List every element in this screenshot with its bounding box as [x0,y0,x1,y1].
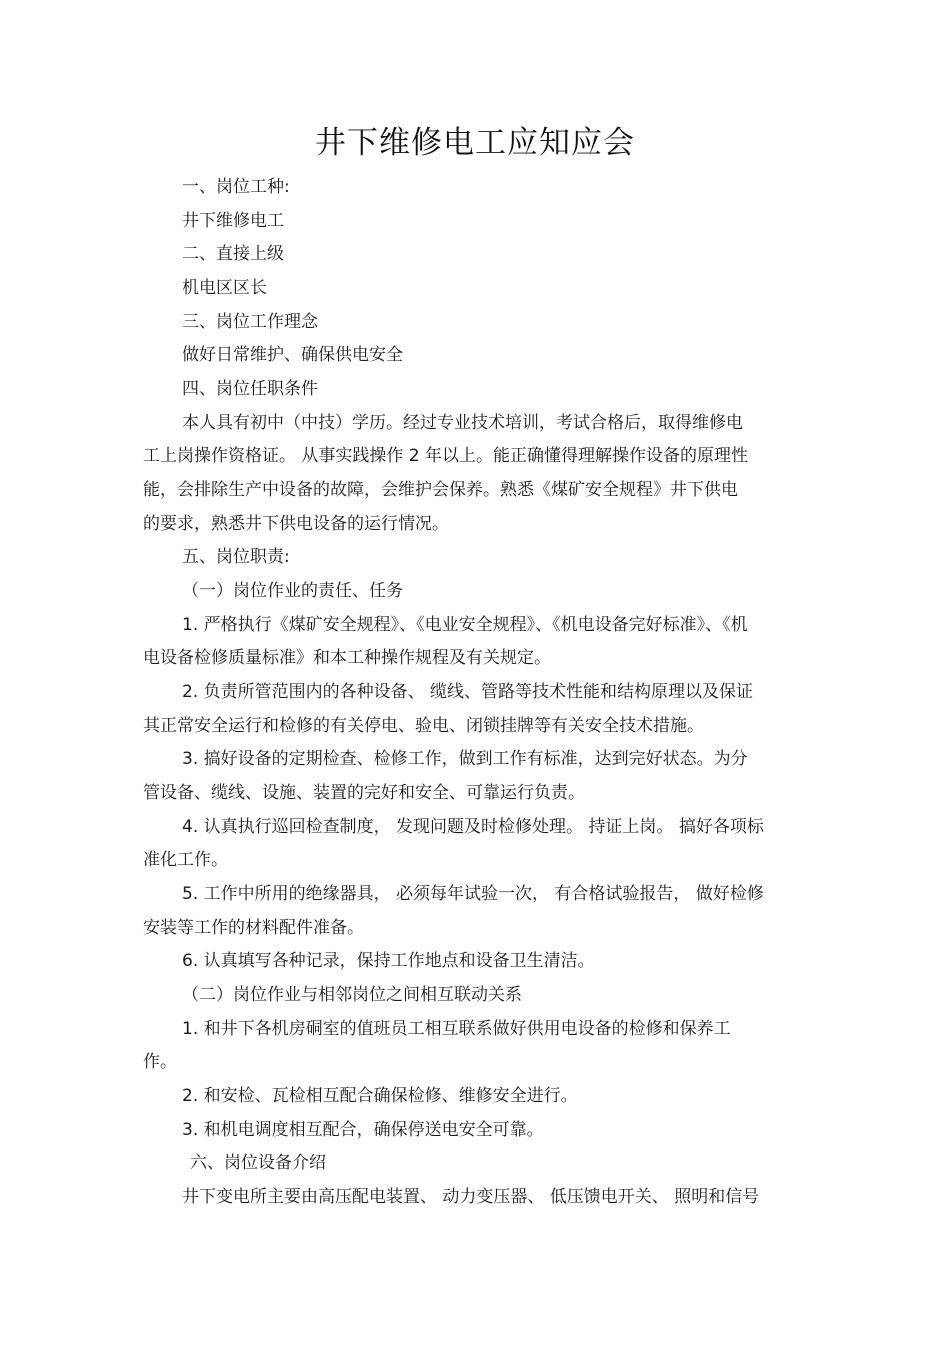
text-line: 做好日常维护、确保供电安全 [182,345,403,365]
list-item: 2. 负责所管范围内的各种设备、 缆线、管路等技术性能和结构原理以及保证 [182,682,754,702]
list-item: 6. 认真填写各种记录，保持工作地点和设备卫生清洁。 [182,951,595,971]
list-item-continuation: 管设备、缆线、设施、装置的完好和安全、可靠运行负责。 [143,783,585,803]
text-line: 机电区区长 [182,278,267,298]
list-item-continuation: 准化工作。 [143,850,228,870]
subsection-heading: （一）岗位作业的责任、任务 [182,581,403,601]
section-heading-duties: 五、岗位职责: [182,547,290,567]
paragraph-line: 能，会排除生产中设备的故障，会维护会保养。熟悉《煤矿安全规程》井下供电 [143,480,738,500]
document-title: 井下维修电工应知应会 [315,125,635,161]
list-item: 3. 搞好设备的定期检查、检修工作，做到工作有标准，达到完好状态。为分 [182,749,748,769]
paragraph-line: 的要求，熟悉井下供电设备的运行情况。 [143,514,449,534]
section-heading-superior: 二、直接上级 [182,244,284,264]
subsection-heading: （二）岗位作业与相邻岗位之间相互联动关系 [182,985,522,1005]
list-item: 1. 和井下各机房硐室的值班员工相互联系做好供用电设备的检修和保养工 [182,1019,731,1039]
list-item-continuation: 其正常安全运行和检修的有关停电、验电、闭锁挂牌等有关安全技术措施。 [143,716,704,736]
section-heading-job-type: 一、岗位工种: [182,177,290,197]
paragraph-line: 井下变电所主要由高压配电装置、 动力变压器、 低压馈电开关、 照明和信号 [182,1187,760,1207]
list-item: 1. 严格执行《煤矿安全规程》、《电业安全规程》、《机电设备完好标准》、《机 [182,615,748,635]
section-heading-equipment: 六、岗位设备介绍 [190,1153,326,1173]
paragraph-line: 工上岗操作资格证。 从事实践操作 2 年以上。能正确懂得理解操作设备的原理性 [143,446,749,466]
list-item-continuation: 作。 [143,1052,177,1072]
list-item-continuation: 安装等工作的材料配件准备。 [143,918,364,938]
list-item: 5. 工作中所用的绝缘器具， 必须每年试验一次， 有合格试验报告， 做好检修 [182,884,764,904]
list-item-continuation: 电设备检修质量标准》和本工种操作规程及有关规定。 [143,648,551,668]
list-item: 3. 和机电调度相互配合，确保停送电安全可靠。 [182,1120,544,1140]
paragraph-line: 本人具有初中（中技）学历。经过专业技术培训，考试合格后，取得维修电 [182,413,743,433]
section-heading-concept: 三、岗位工作理念 [182,312,318,332]
list-item: 2. 和安检、瓦检相互配合确保检修、维修安全进行。 [182,1086,578,1106]
list-item: 4. 认真执行巡回检查制度， 发现问题及时检修处理。 持证上岗。 搞好各项标 [182,817,764,837]
section-heading-qualifications: 四、岗位任职条件 [182,379,318,399]
text-line: 井下维修电工 [182,211,284,231]
